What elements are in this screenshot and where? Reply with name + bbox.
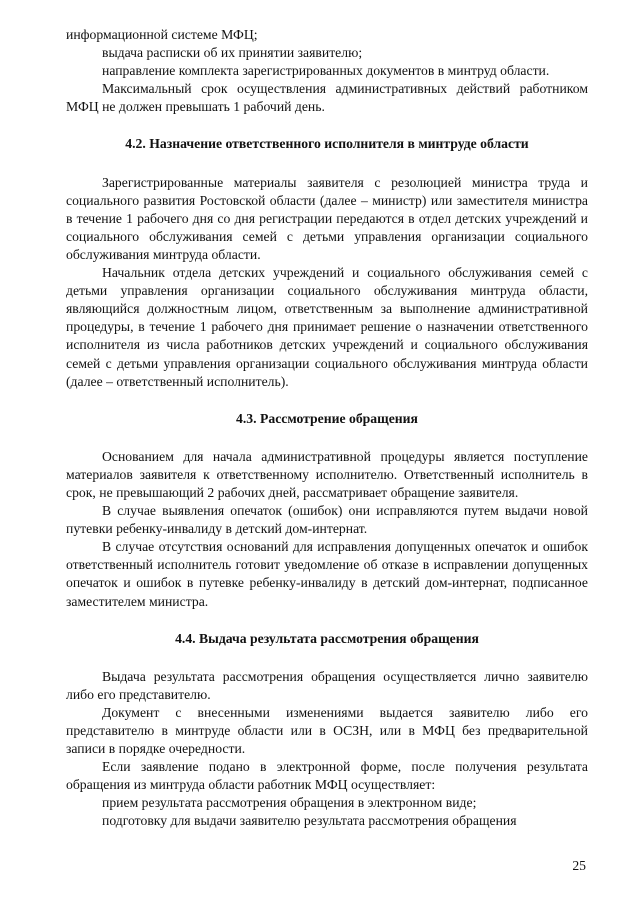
paragraph-4-4-2: Документ с внесенными изменениями выдается заявителю либо его представителю в минтруде области или в ОСЗН, или в МФЦ без предварительной записи в порядке очередности. (66, 704, 588, 757)
paragraph-4-3-2: В случае выявления опечаток (ошибок) они исправляются путем выдачи новой путевки ребенку-инвалиду в детский дом-интернат. (66, 503, 588, 537)
section-heading-4-2: 4.2. Назначение ответственного исполнителя в минтруде области (125, 136, 529, 152)
paragraph-intro-3: направление комплекта зарегистрированных документов в минтруд области. (102, 63, 550, 79)
paragraph-intro-4: Максимальный срок осуществления административных действий работником МФЦ не должен превышать 1 рабочий день. (66, 81, 588, 115)
section-heading-4-3: 4.3. Рассмотрение обращения (236, 410, 418, 426)
paragraph-4-4-3: Если заявление подано в электронной форме, после получения результата обращения из минтруда области работник МФЦ осуществляет: (66, 759, 588, 793)
page-number: 25 (572, 858, 586, 873)
paragraph-4-3-3: В случае отсутствия оснований для исправления допущенных опечаток и ошибок ответственный исполнитель готовит уведомление об отказе в исправлении допущенных опечаток и ошибок в путевке ребенку-инвалиду в детский дом-интернат, подписанное заместителем министра. (66, 539, 588, 609)
paragraph-4-2-1: Зарегистрированные материалы заявителя с резолюцией министра труда и социального развития Ростовской области (далее – министр) или заместителя министра в течение 1 рабочего дня со дня регистрации передаются в отдел детских учреждений и социального обслуживания семей с детьми управления организации социального обслуживания минтруда области. (66, 174, 588, 262)
paragraph-4-3-1: Основанием для начала административной процедуры является поступление материалов заявителя к ответственному исполнителю. Ответственный исполнитель в срок, не превышающий 2 рабочих дней, рассматривает обращение заявителя. (66, 448, 588, 500)
paragraph-4-2-2: Начальник отдела детских учреждений и социального обслуживания семей с детьми управления организации социального обслуживания минтруда области, являющийся должностным лицом, ответственным за выполнение административной процедуры, в течение 1 рабочего дня принимает решение о назначении ответственного исполнителя из числа работников детских учреждений и социального обслуживания семей с детьми управления организации социального обслуживания минтруда области (далее – ответственный исполнитель). (66, 265, 588, 389)
paragraph-intro-1: информационной системе МФЦ; (66, 27, 258, 42)
section-heading-4-4: 4.4. Выдача результата рассмотрения обращения (175, 630, 479, 646)
paragraph-4-4-1: Выдача результата рассмотрения обращения осуществляется лично заявителю либо его представителю. (66, 668, 588, 702)
paragraph-4-4-4: прием результата рассмотрения обращения в электронном виде; (102, 795, 477, 811)
paragraph-4-4-5: подготовку для выдачи заявителю результата рассмотрения обращения (102, 813, 517, 829)
document-page (66, 26, 588, 831)
paragraph-intro-2: выдача расписки об их принятии заявителю; (102, 45, 363, 61)
